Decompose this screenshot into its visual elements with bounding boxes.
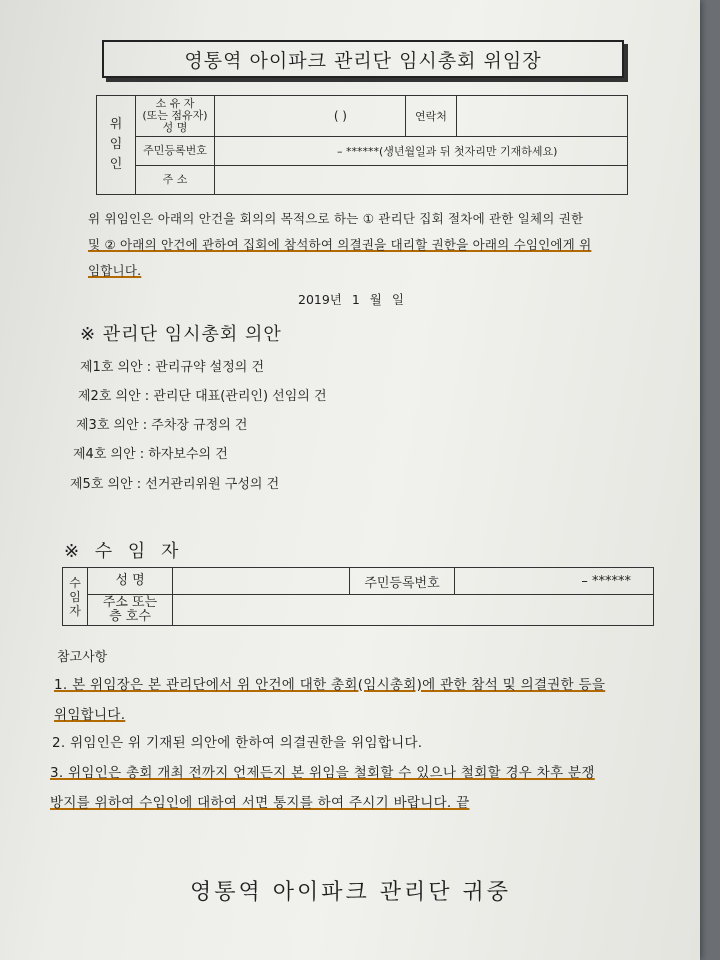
- delegation-paragraph: [88, 206, 638, 284]
- delegator-side-label: [97, 96, 136, 195]
- paragraph-text-2: 및 ② 아래의 안건에 관하여 집회에 참석하여 의결권을 대리할 권한을 아래의 수임인에게 위: [88, 237, 592, 252]
- note-2: 2. 위임인은 위 기재된 의안에 한하여 의결권한을 위임합니다.: [52, 735, 423, 751]
- rrn-field[interactable]: – ******(생년월일과 뒤 첫자리만 기재하세요): [215, 137, 628, 166]
- paragraph-text-3: 임합니다.: [88, 263, 142, 278]
- paragraph-line-1: [88, 206, 638, 232]
- owner-name-label: [136, 96, 215, 137]
- delegator-side-text: 위 임 인: [109, 117, 123, 172]
- delegate-heading: ※ 수 임 자: [64, 541, 184, 562]
- document-title: 영통역 아이파크 관리단 임시총회 위임장: [102, 40, 624, 78]
- delegate-address-text: 주소 또는 층 호수: [102, 595, 158, 624]
- delegate-side-label: [63, 568, 88, 626]
- note-1: [54, 670, 694, 730]
- delegate-name-field[interactable]: [173, 568, 350, 595]
- document-footer: 영통역 아이파크 관리단 귀중: [190, 880, 512, 905]
- delegate-address-label: [88, 595, 173, 626]
- notes-heading: 참고사항: [57, 650, 108, 665]
- paragraph-line-3: [88, 258, 638, 284]
- note-1-line-2: [54, 700, 694, 730]
- agenda-item: 제3호 의안 : 주차장 규정의 건: [76, 418, 248, 433]
- note-3-text-2: 방지를 위하여 수임인에 대하여 서면 통지를 하여 주시기 바랍니다. 끝: [50, 795, 470, 811]
- delegator-table: [96, 95, 628, 195]
- rrn-label: 주민등록번호: [136, 137, 215, 166]
- delegate-rrn-label: 주민등록번호: [350, 568, 455, 595]
- agenda-heading: ※ 관리단 임시총회 의안: [80, 324, 282, 345]
- note-1-line-1: [54, 670, 694, 700]
- delegate-table: [62, 567, 654, 626]
- owner-paren: ( ): [333, 109, 347, 123]
- owner-label-text: 소 유 자 (또는 점유자) 성 명: [142, 97, 208, 134]
- note-3-line-2: [50, 788, 690, 818]
- address-field[interactable]: [215, 166, 628, 195]
- delegate-address-field[interactable]: [173, 595, 654, 626]
- note-3-text-1: 3. 위임인은 총회 개최 전까지 언제든지 본 위임을 철회할 수 있으나 철회할 경우 차후 분쟁: [50, 765, 595, 781]
- paragraph-line-2: [88, 232, 638, 258]
- agenda-item: 제4호 의안 : 하자보수의 건: [73, 447, 228, 462]
- owner-name-field[interactable]: [215, 96, 406, 137]
- document-date: 2019년 1 월 일: [298, 292, 404, 307]
- delegate-rrn-field[interactable]: – ******: [455, 568, 654, 595]
- contact-field[interactable]: [457, 96, 628, 137]
- note-3: [50, 758, 690, 818]
- agenda-item: 제2호 의안 : 관리단 대표(관리인) 선임의 건: [78, 389, 327, 404]
- agenda-item: 제5호 의안 : 선거관리위원 구성의 건: [70, 477, 280, 492]
- contact-label: 연락처: [406, 96, 457, 137]
- note-3-line-1: [50, 758, 690, 788]
- paragraph-text-1: 위 위임인은 아래의 안건을 회의의 목적으로 하는 ① 관리단 집회 절차에 관한 일체의 권한: [88, 211, 584, 226]
- agenda-item: 제1호 의안 : 관리규약 설정의 건: [80, 360, 265, 375]
- delegate-name-label: 성 명: [88, 568, 173, 595]
- note-1-text-1: 1. 본 위임장은 본 관리단에서 위 안건에 대한 총회(임시총회)에 관한 참석 및 의결권한 등을: [54, 677, 606, 693]
- delegate-side-text: 수 임 자: [69, 575, 81, 618]
- address-label: 주 소: [136, 166, 215, 195]
- note-1-text-2: 위임합니다.: [54, 707, 126, 723]
